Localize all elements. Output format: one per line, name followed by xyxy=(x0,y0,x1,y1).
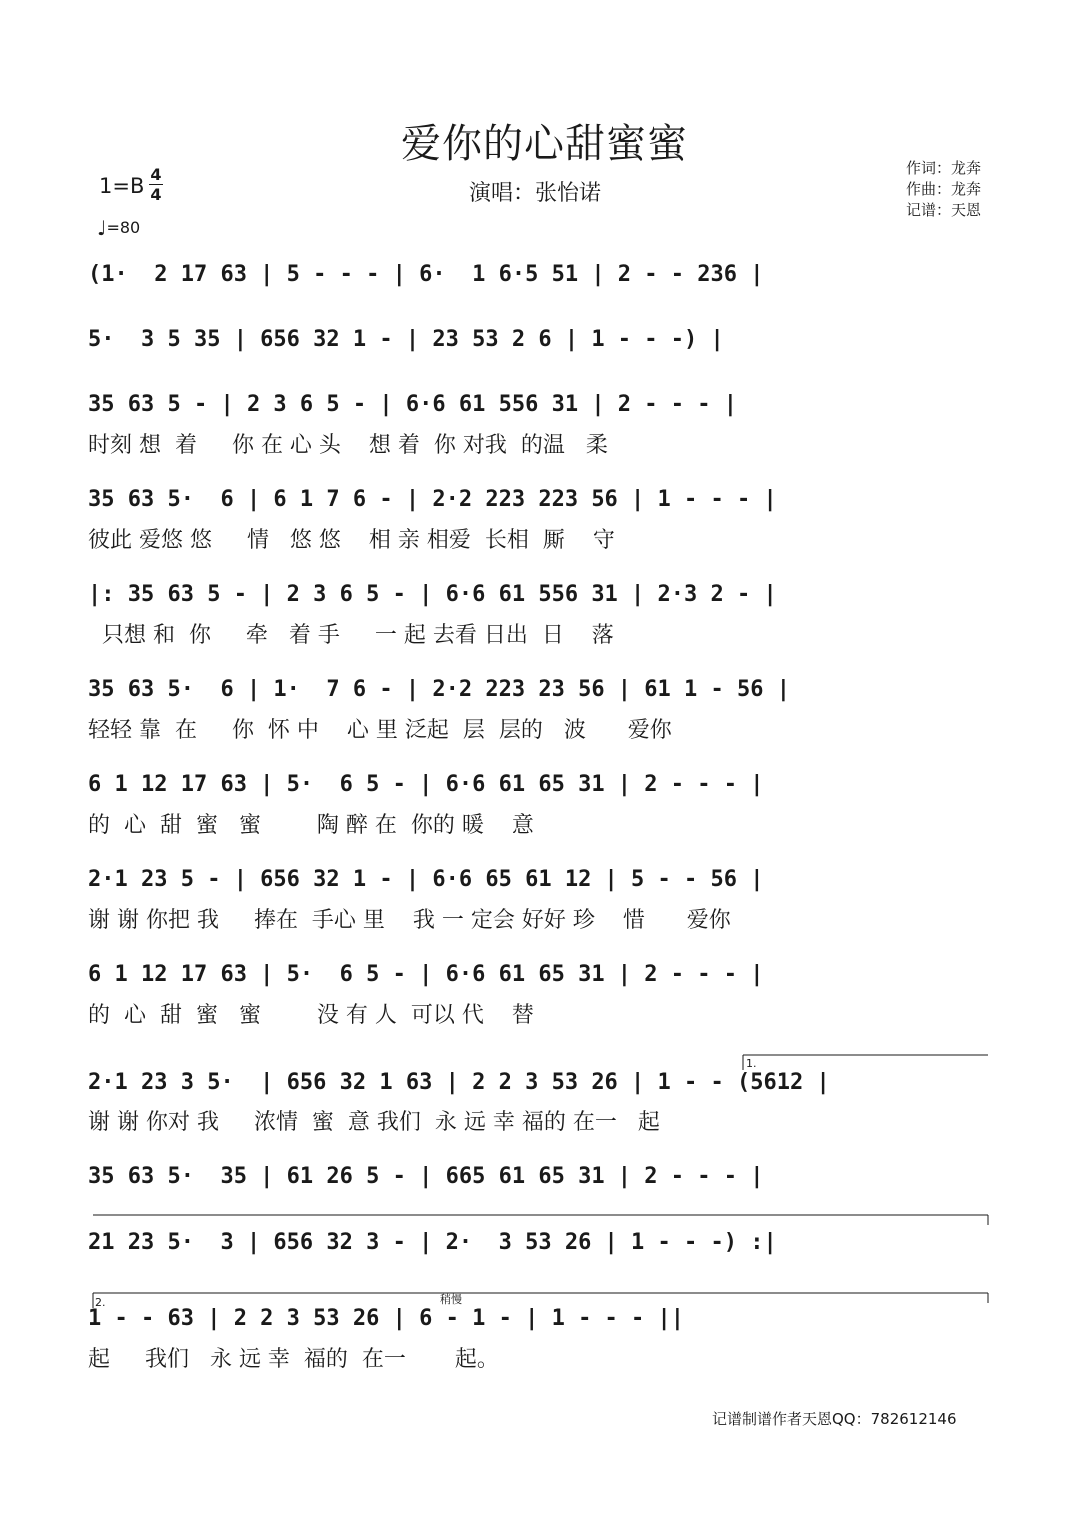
lyric-row-3: 时刻 想 着 你 在 心 头 想 着 你 对我 的温 柔 xyxy=(88,433,608,458)
score-row-8: 2·1 23 5 - | 656 32 1 - | 6·6 65 61 12 | 5 - - 56 | xyxy=(88,867,764,892)
lyric-row-4: 彼此 爱悠 悠 情 悠 悠 相 亲 相爱 长相 厮 守 xyxy=(88,528,615,553)
transcriber-credit: 记谱：天恩 xyxy=(906,201,982,219)
score-row-9: 6 1 12 17 63 | 5· 6 5 - | 6·6 61 65 31 | 2 - - - | xyxy=(88,962,764,987)
score-row-6: 35 63 5· 6 | 1· 7 6 - | 2·2 223 23 56 | 61 1 - 56 | xyxy=(88,677,790,702)
lyric-row-9: 的 心 甜 蜜 蜜 没 有 人 可以 代 替 xyxy=(88,1003,534,1028)
score-row-10: 2·1 23 3 5· | 656 32 1 63 | 2 2 3 53 26 | 1 - - (5612 | xyxy=(88,1070,830,1095)
score-row-5: |: 35 63 5 - | 2 3 6 5 - | 6·6 61 556 31 | 2·3 2 - | xyxy=(88,582,777,607)
quarter-note-icon: ♩ xyxy=(97,216,107,240)
score-row-7: 6 1 12 17 63 | 5· 6 5 - | 6·6 61 65 31 | 2 - - - | xyxy=(88,772,764,797)
lyric-row-10: 谢 谢 你对 我 浓情 蜜 意 我们 永 远 幸 福的 在一 起 xyxy=(88,1110,660,1135)
lyric-row-7: 的 心 甜 蜜 蜜 陶 醉 在 你的 暖 意 xyxy=(88,813,534,838)
singer-credit: 演唱：张怡诺 xyxy=(468,181,601,206)
score-row-4: 35 63 5· 6 | 6 1 7 6 - | 2·2 223 223 56 | 1 - - - | xyxy=(88,487,777,512)
volta-second-label: 2. xyxy=(95,1296,106,1309)
volta-first-label: 1. xyxy=(746,1057,757,1070)
key-signature: 1=B xyxy=(99,174,145,198)
score-row-13: 1 - - 63 | 2 2 3 53 26 | 6 - 1 - | 1 - - - || xyxy=(88,1306,685,1331)
tempo-change-mark: 稍慢 xyxy=(440,1293,462,1306)
lyric-row-5: 只想 和 你 牵 着 手 一 起 去看 日出 日 落 xyxy=(88,623,614,648)
time-signature-bottom: 4 xyxy=(150,185,162,204)
score-row-1: (1· 2 17 63 | 5 - - - | 6· 1 6·5 51 | 2 - - 236 | xyxy=(88,262,764,287)
tempo-value: =80 xyxy=(106,218,141,237)
lyric-row-13: 起 我们 永 远 幸 福的 在一 起。 xyxy=(88,1347,499,1372)
score-row-3: 35 63 5 - | 2 3 6 5 - | 6·6 61 556 31 | 2 - - - | xyxy=(88,392,738,417)
composer-credit: 作曲：龙奔 xyxy=(906,180,982,198)
footer-credit: 记谱制谱作者天恩QQ：782612146 xyxy=(712,1410,957,1428)
score-row-12: 21 23 5· 3 | 656 32 3 - | 2· 3 53 26 | 1 - - -) :| xyxy=(88,1230,777,1255)
lyric-row-6: 轻轻 靠 在 你 怀 中 心 里 泛起 层 层的 波 爱你 xyxy=(88,718,672,743)
score-row-2: 5· 3 5 35 | 656 32 1 - | 23 53 2 6 | 1 - - -) | xyxy=(88,327,724,352)
lyric-row-8: 谢 谢 你把 我 捧在 手心 里 我 一 定会 好好 珍 惜 爱你 xyxy=(88,908,731,933)
time-signature-top: 4 xyxy=(150,165,162,184)
score-row-11: 35 63 5· 35 | 61 26 5 - | 665 61 65 31 | 2 - - - | xyxy=(88,1164,764,1189)
song-title: 爱你的心甜蜜蜜 xyxy=(401,121,688,167)
lyricist-credit: 作词：龙奔 xyxy=(906,159,982,177)
